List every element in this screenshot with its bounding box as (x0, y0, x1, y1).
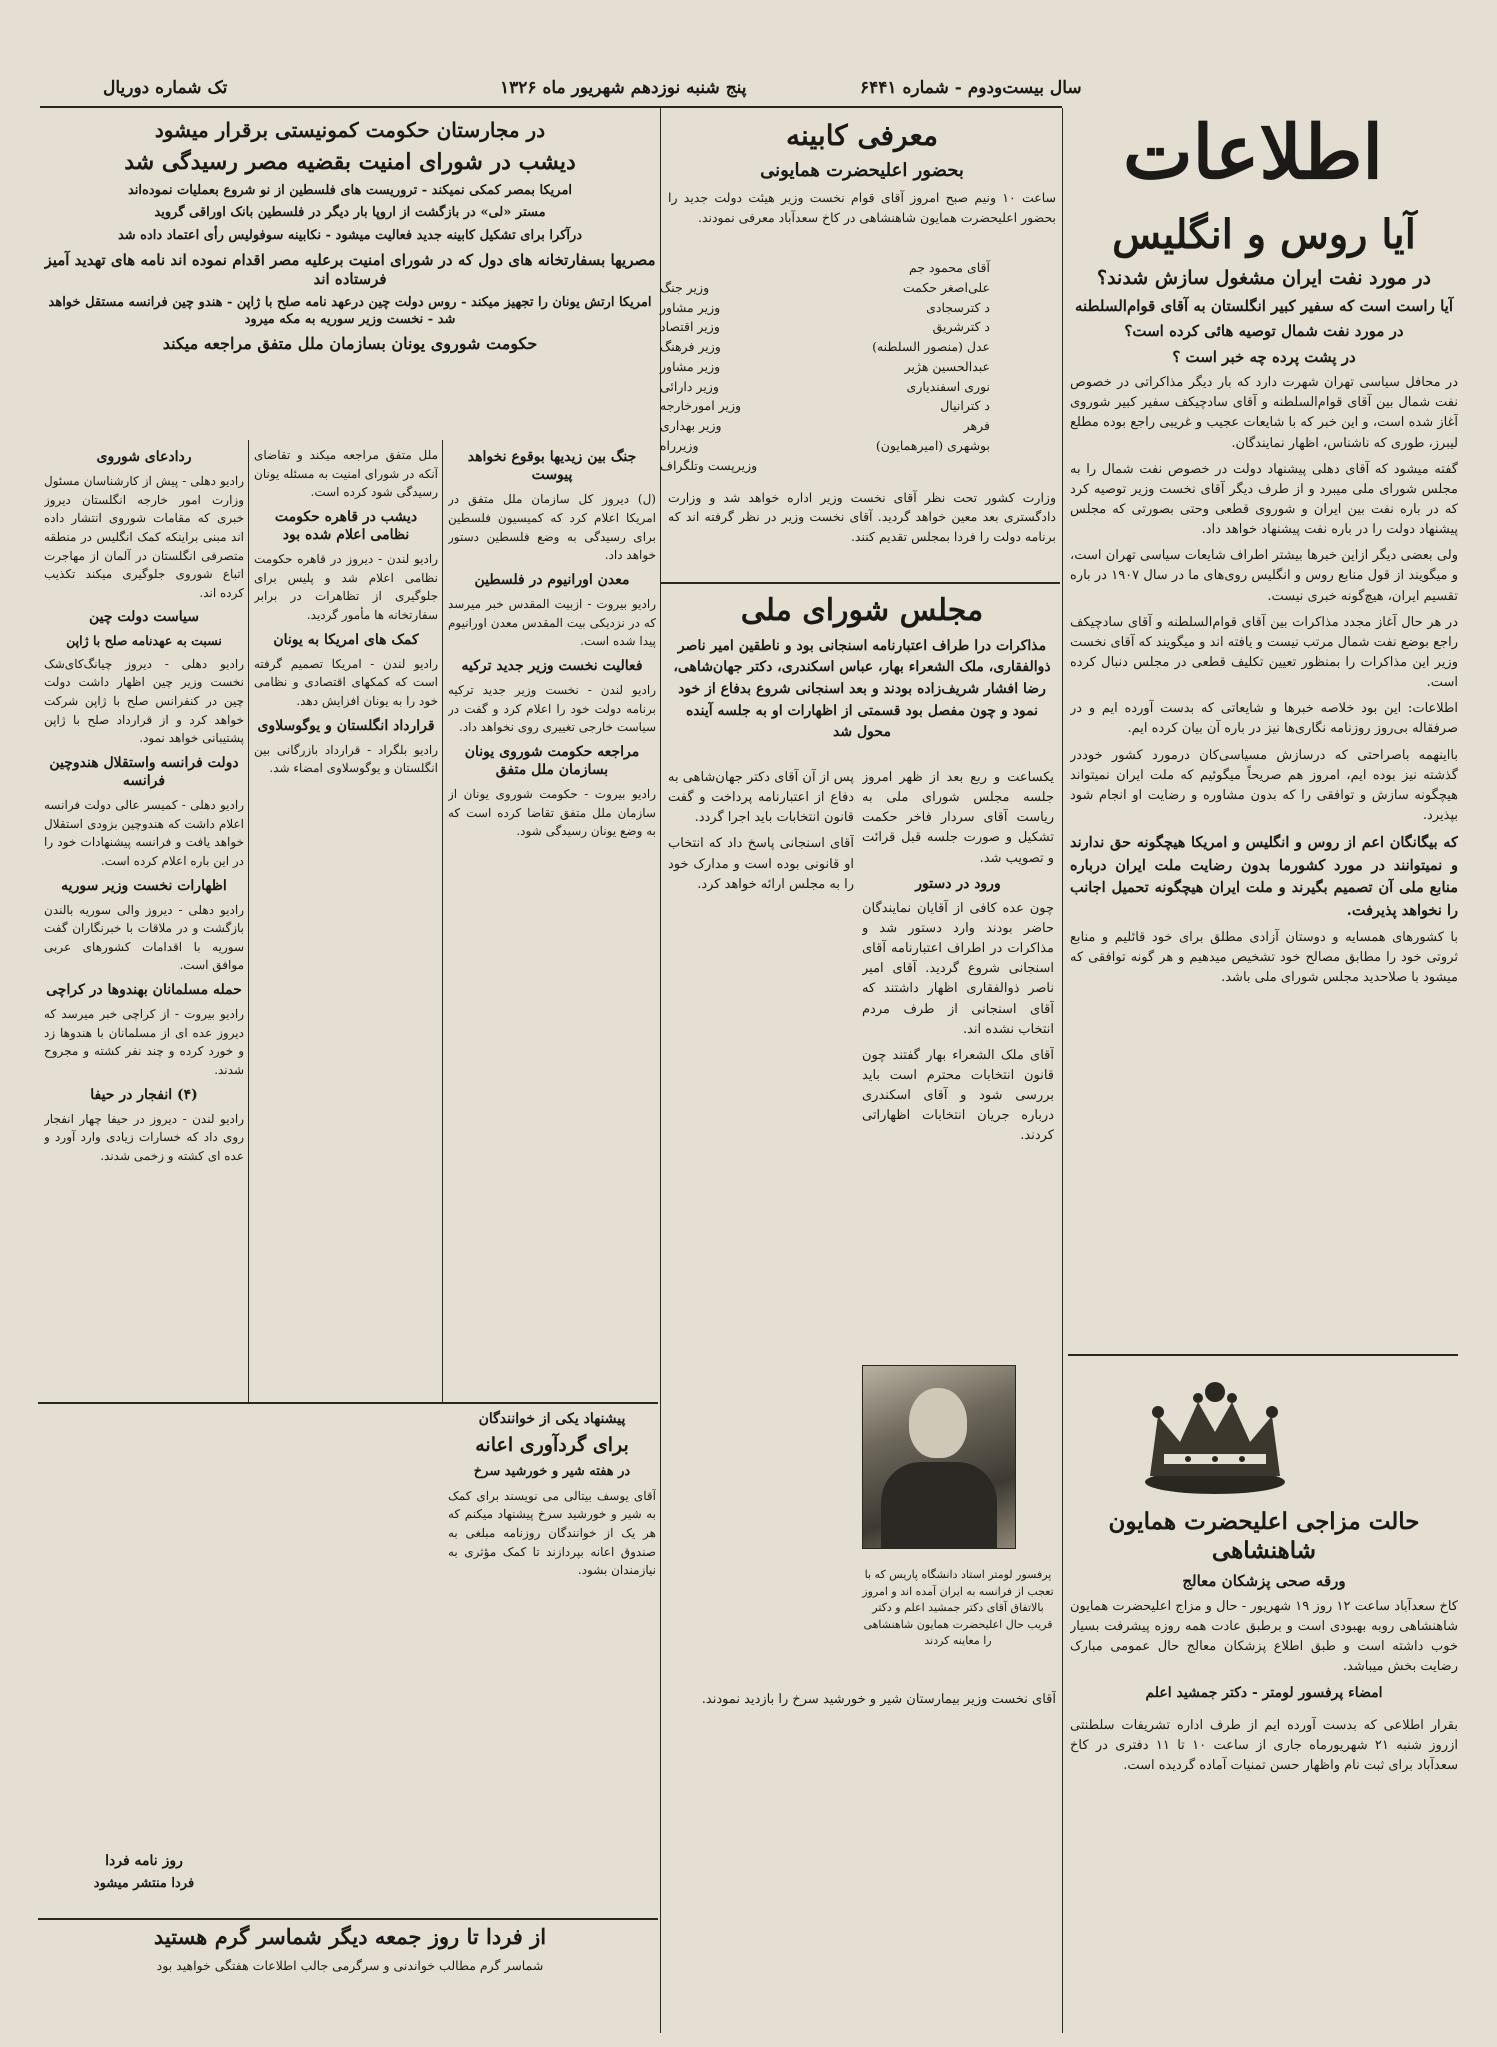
majlis-paragraph: آقای اسنجانی پاسخ داد که انتخاب او قانونی بوده است و مدارک خود را به مجلس ارائه خواهد کرد. (668, 836, 854, 892)
news-paragraph: رادیو بلگراد - قرارداد بازرگانی بین انگلستان و یوگوسلاوی امضاء شد. (254, 742, 438, 776)
banner-body: شماسر گرم مطالب خواندنی و سرگرمی جالب اطلاعات هفتگی خواهید بود (156, 1958, 544, 1974)
majlis-col-right (862, 768, 1054, 1356)
minister-row: عبدالحسین هژیر وزیر مشاور (660, 358, 990, 374)
bottom-banner (44, 1924, 656, 2024)
professor-photo (862, 1365, 1016, 1549)
campaign-subtitle: در هفته شیر و خورشید سرخ (473, 1463, 631, 1479)
charity-campaign (448, 1408, 656, 1912)
news-headline: جنگ بین زیدیها بوقوع نخواهد پیوست (467, 449, 637, 484)
lead-paragraph: در محافل سیاسی تهران شهرت دارد که بار دیگر مذاکراتی در خصوص نفت شمال بین آقای قوام‌السلطنه و آقای سادچیکف سفیر کبیر شوروی آغاز شده است، و این خبر که با شایعات عجیب و غریبی راجع بوده مطلع لیبرز، طوری که ناشناس، اظهار نمایندگان. (1070, 375, 1458, 451)
health-title: حالت مزاجی اعلیحضرت همایون شاهنشاهی (1108, 1508, 1420, 1564)
news-subheadline: نسبت به عهدنامه صلح با ژاپن (66, 632, 222, 648)
majlis-paragraph: پس از آن آقای دکتر جهان‌شاهی به دفاع از اعتبارنامه پرداخت و گفت قانون انتخابات باید اجرا گردد. (668, 770, 854, 826)
news-headline: فعالیت نخست وزیر جدید ترکیه (461, 657, 643, 674)
news-paragraph: رادیو بیروت - ازبیت المقدس خبر میرسد که در نزدیکی بیت المقدس معدن اورانیوم پیدا شده است. (448, 596, 656, 649)
column-rule-2 (1062, 108, 1063, 2033)
lead-paragraph: گفته میشود که آقای دهلی پیشنهاد دولت در خصوص نفت شمال را به مجلس شورای ملی میبرد و از طرف دیگر آقای نخست وزیر توصیه کرد که در باره نفت بین ایران و شوروی قطعی وحتی بصورتی که مجلس پیشنهاد دولت را در باره نفت پیشنهاد خواهد داد. (1070, 461, 1458, 538)
news-column-right (448, 446, 656, 1400)
news-column-left (44, 446, 244, 1400)
majlis-title: مجلس شورای ملی (740, 593, 984, 628)
majlis-continued-text: آقای نخست وزیر بیمارستان شیر و خورشید سرخ را بازدید نمودند. (701, 1692, 1056, 1707)
issue-label: سال بیست‌ودوم - شماره ۶۴۴۱ (860, 78, 1082, 98)
campaign-headline: برای گردآوری اعانه (475, 1434, 629, 1457)
bottom-rule (38, 1402, 658, 1404)
world-deck-2: مستر «لی» در بازگشت از اروپا بار دیگر در فلسطین بانک اوراقی گروید (154, 205, 546, 221)
minister-row: آقای محمود جم (908, 260, 990, 275)
lead-paragraph: با کشورهای همسایه و دوستان آزادی مطلق برای خود قائلیم و منابع ثروتی خود را مطابق مصالح خود تشخیص میدهیم و هر گونه توافقی که میشود با صلاحدید مجلس شورای ملی باشد. (1070, 930, 1458, 986)
health-body: کاخ سعدآباد ساعت ۱۲ روز ۱۹ شهریور - حال و مزاج اعلیحضرت همایون شاهنشاهی روبه بهبودی است و برطبق عادت همه روزه پیشرفت بسیار خوب داشته است و طبق اطلاع پزشکان معالج حال عمومی مبارک رضایت بخش میباشد. (1070, 1599, 1458, 1675)
masthead-logo: اطلاعات (1123, 110, 1383, 196)
news-paragraph: (ل) دیروز کل سازمان ملل متفق در امریکا اعلام کرد که کمیسیون فلسطین برای رسیدگی به وضع فلسطین دستور خواهد داد. (448, 492, 656, 563)
news-paragraph: رادیو دهلی - پیش از کارشناسان مسئول وزارت امور خارجه انگلستان دیروز خبری که مقامات شوروی انتشار داده اند مبنی براینکه کمک انگلیس در منطقه متصرفی انگلستان در آلمان از مهاجرت اتباع شوروی جلوگیری میکند تکذیب کرده اند. (44, 474, 244, 600)
header-rule (40, 106, 1062, 108)
lead-paragraph: اطلاعات: این بود خلاصه خبرها و شایعاتی که بدست آورده ایم و در صرفقاله بی‌روز روزنامه نگاری‌ها نیز در باره آن بیان کرده ایم. (1070, 701, 1458, 737)
world-headline-2: دیشب در شورای امنیت بقضیه مصر رسیدگی شد (124, 149, 576, 175)
health-bulletin (1070, 1508, 1458, 2028)
minister-row: بوشهری (امیرهمایون) وزیرراه (660, 437, 990, 453)
tomorrow-title: روز نامه فردا (105, 1853, 183, 1869)
world-deck-4: امریکا ارتش یونان را تجهیز میکند - روس دولت چین درعهد نامه صلح با ژاپن - هندو چین فرانسه مستقل خواهد شد - نخست وزیر سوریه به مکه میرود (48, 294, 652, 327)
news-headline: دیشب در قاهره حکومت نظامی اعلام شده بود (274, 508, 418, 543)
world-headline-1: در مجارستان حکومت کمونیستی برقرار میشود (154, 118, 546, 142)
news-paragraph: رادیو دهلی - دیروز والی سوریه بالندن بازگشت و در ملاقات با خبرنگاران گفت سوریه با اقدامات کشورهای عربی موافق است. (44, 902, 244, 973)
majlis-paragraph: یکساعت و ربع بعد از ظهر امروز جلسه مجلس شورای ملی به ریاست آقای سردار فاخر حکمت تشکیل و صورت جلسه قبل قرائت و تصویب شد. (862, 770, 1054, 866)
health-subtitle: ورقه صحی پزشکان معالج (1182, 1571, 1346, 1590)
campaign-title: پیشنهاد یکی از خوانندگان (478, 1411, 626, 1427)
news-paragraph: رادیو لندن - نخست وزیر جدید ترکیه برنامه دولت خود را اعلام کرد و گفت در سیاست خارجی تغییری روی نخواهد داد. (448, 682, 656, 735)
cabinet-intro: ساعت ۱۰ ونیم صبح امروز آقای قوام نخست وزیر هیئت دولت جدید را بحضور اعلیحضرت همایون شاهنشاهی در کاخ سعدآباد معرفی نمودند. (668, 190, 1056, 225)
minister-list (660, 258, 990, 475)
world-deck-1: امریکا بمصر کمکی نمیکند - تروریست های فلسطین از نو شروع بعملیات نموده‌اند (127, 182, 573, 198)
minister-row: د کترسجادی وزیر مشاور (660, 299, 990, 315)
lead-deck-2: در مورد نفت شمال توصیه هائی کرده است؟ (1124, 322, 1404, 341)
world-news-header (44, 118, 656, 438)
news-headline: مراجعه حکومت شوروی یونان بسازمان ملل متفق (464, 743, 640, 778)
news-paragraph: رادیو لندن - امریکا تصمیم گرفته است که کمکهای اقتصادی و نظامی خود را به یونان افزایش دهد. (254, 656, 438, 708)
news-paragraph: رادیو دهلی - دیروز چیانگ‌کای‌شک نخست وزیر چین اظهار داشت دولت چین در کنفرانس صلح با ژاپن شرکت خواهد کرد و از قرارداد صلح با ژاپن پشتیبانی خواهد نمود. (44, 656, 244, 746)
footer-rule (38, 1918, 658, 1920)
minister-row: د کترانیال وزیر امورخارجه (660, 398, 990, 414)
majlis-header (668, 592, 1056, 758)
lead-deck-3: در پشت پرده چه خبر است ؟ (1172, 347, 1356, 366)
news-headline: کمک های امریکا به یونان (273, 631, 419, 648)
news-headline: سیاست دولت چین (89, 609, 199, 626)
majlis-paragraph: چون عده کافی از آقایان نمایندگان حاضر بودند وارد دستور شد و مذاکرات در اطراف اعتبارنامه آقای اسنجانی شروع گردید. آقای امیر ناصر ذوالفقاری اظهار داشتند که آقای اسنجانی از طرف مردم انتخاب نشده اند. (862, 900, 1054, 1037)
minister-row: عدل (منصور السلطنه) وزیر فرهنگ (660, 339, 990, 354)
news-headline: قرارداد انگلستان و یوگوسلاوی (257, 717, 435, 734)
lead-paragraph: در هر حال آغاز مجدد مذاکرات بین آقای قوام‌السلطنه و آقای سادچیکف راجع بوضع نفت شمال مرتب نیست و یافته اند و میگویند که آقای نخست وزیر این مذاکرات را بمنظور تعیین تکلیف قطعی در مجلس دنبال کرده است. (1070, 614, 1458, 691)
photo-caption-text: پرفسور لومتر استاد دانشگاه پاریس که با تعجب از فرانسه به ایران آمده اند و امروز بالاتفاق آقای دکتر جمشید اعلم و دکتر قریب حال اعلیحضرت همایون شاهنشاهی را معاینه کردند (862, 1568, 1054, 1647)
majlis-continued (668, 1690, 1056, 2028)
health-rule (1068, 1354, 1458, 1356)
news-paragraph: رادیو بیروت - حکومت شوروی یونان از سازمان ملل متفق تقاضا کرده است که به وضع یونان رسیدگی شود. (448, 787, 656, 839)
news-headline: حمله مسلمانان بهندوها در کراچی (46, 982, 242, 999)
world-deck-3: درآکرا برای تشکیل کابینه جدید فعالیت میشود - نکابینه سوفولیس رأی اعتماد داده شد (117, 228, 583, 244)
lead-article (1070, 210, 1458, 1350)
cabinet-article (668, 118, 1056, 258)
majlis-deck: مذاکرات درا طراف اعتبارنامه اسنجانی بود و ناطقین امیر ناصر ذوالفقاری، ملک الشعراء بهار، عباس اسکندری، دکتر جهان‌شاهی، رضا افشار شریف‌زاده بودند و بعد اسنجانی شروع بدفاع از خود نمود و چون مفصل بود قسمتی از اظهارات او به جلسه آینده محول شد (673, 637, 1051, 741)
news-headline: معدن اورانیوم در فلسطین (474, 571, 630, 588)
news-paragraph: رادیو بیروت - از کراچی خبر میرسد که دیروز عده ای از مسلمانان با هندوها زد و خورد کرده و چند نفر کشته و مجروح شدند. (44, 1007, 244, 1078)
news-paragraph: رادیو لندن - دیروز در حیفا چهار انفجار روی داد که خسارات زیادی وارد آورد و عده ای کشته و زخمی شدند. (44, 1111, 244, 1163)
banner-title: از فردا تا روز جمعه دیگر شماسر گرم هستید (153, 1924, 547, 1949)
date-label: پنج شنبه نوزدهم شهریور ماه ۱۳۲۶ (500, 78, 747, 98)
health-signature: امضاء پرفسور لومتر - دکتر جمشید اعلم (1145, 1684, 1383, 1701)
cabinet-title: معرفی کابینه (786, 119, 938, 152)
news-paragraph: ملل متفق مراجعه میکند و تقاضای آنکه در شورای امنیت به مسئله یونان رسیدگی شود کرده است. (254, 448, 438, 500)
cabinet-outro (668, 488, 1056, 578)
news-headline: ردادعای شوروی (96, 449, 192, 465)
column-rule-3 (248, 440, 249, 1402)
news-headline: اظهارات نخست وزیر سوریه (61, 877, 227, 894)
tomorrow-subtitle: فردا منتشر میشود (93, 1876, 195, 1892)
price-label: تک شماره دوریال (103, 78, 228, 98)
lead-deck-1: آیا راست است که سفیر کبیر انگلستان به آقای قوام‌السلطنه (1075, 296, 1453, 315)
news-column-middle (254, 446, 438, 1400)
lead-paragraph: بااینهمه باصراحتی که درسازش مسیاسی‌کان درمورد کشور خوددر گذشته ‌نیز بوده ایم، امروز هم صریحاً میگوئیم که ملت ایران نمیتواند هیچگونه سازش و توافقی را که بدون مشاوره و رضایت او انجام شود بپذیرد. (1070, 747, 1458, 823)
column-rule-4 (442, 440, 443, 1402)
lead-headline: آیا روس و انگلیس (1112, 211, 1416, 258)
world-headline-3: مصریها بسفارتخانه های دول که در شورای امنیت برعلیه مصر اقدام نموده اند نامه های تهدید آمیز فرستاده اند (44, 251, 656, 288)
news-headline: دولت فرانسه واستقلال هندوچین فرانسه (49, 754, 239, 789)
photo-caption (858, 1556, 1058, 1676)
cabinet-outro-text: وزارت کشور تحت نظر آقای نخست وزیر اداره خواهد شد و وزارت دادگستری بعد معین خواهد گردید. آقای نخست وزیر در نظر گرفته اند که برنامه دولت را فردا بمجلس تقدیم کنند. (668, 490, 1056, 544)
lead-subheadline: در مورد نفت ایران مشغول سازش شدند؟ (1096, 267, 1432, 289)
minister-row: فرهر وزیر بهداری (660, 418, 990, 433)
cabinet-rule (660, 582, 1060, 584)
cabinet-subtitle: بحضور اعلیحضرت همایونی (760, 160, 964, 181)
minister-row: نوری اسفندیاری وزیر دارائی (660, 378, 990, 394)
news-paragraph: رادیو دهلی - کمیسر عالی دولت فرانسه اعلام داشت که هندوچین بزودی استقلال خواهد یافت و فرانسه پیشنهادات خود را در این باره اعلام کرده است. (44, 798, 244, 868)
news-paragraph: رادیو لندن - دیروز در قاهره حکومت نظامی اعلام شد و پلیس برای جلوگیری از تظاهرات در برابر سفارتخانه ها مأمور گردید. (254, 552, 438, 622)
health-footer: بقرار اطلاعی که بدست آورده ایم از طرف اداره تشریفات سلطنتی ازروز شنبه ۲۱ شهریورماه جاری از ساعت ۱۰ تا ۱۱ دفتری در کاخ سعدآباد برای ثبت نام واظهار حسن تمنیات آماده گردیده است. (1070, 1717, 1458, 1774)
minister-row: وزیرپست وتلگراف (660, 457, 758, 473)
news-headline: (۴) انفجار در حیفا (90, 1086, 198, 1103)
minister-row: علی‌اصغر حکمت وزیر جنگ (660, 279, 990, 295)
world-headline-4: حکومت شوروی یونان بسازمان ملل متفق مراجعه میکند (162, 334, 538, 354)
tomorrow-note (44, 1850, 244, 1912)
lead-paragraph: ولی بعضی دیگر ازاین خبرها بیشتر اطراف شایعات سیاسی تهران است، و میگویند از قول منابع روس و انگلیس روی‌های ما در سال ۱۹۰۷ در باره تقسیم ایران، هیچ‌گونه خبری نیست. (1070, 548, 1458, 604)
minister-row: د کترشریق وزیر اقتصاد (660, 319, 990, 335)
campaign-body: آقای یوسف بیتالی می نویسند برای کمک به شیر و خورشید سرخ پیشنهاد میکنم که هر یک از خوانندگان روزنامه مبلغی به صندوق اعانه بپردازند تا کمک مؤثری به نیازمندان بشود. (448, 1488, 656, 1578)
majlis-subhead: ورود در دستور (915, 875, 1001, 892)
royal-crown-icon (1128, 1372, 1302, 1500)
majlis-paragraph: آقای ملک الشعراء بهار گفتند چون قانون انتخابات محترم است باید بررسی شود و آقای اسکندری درباره جریان انتخابات اظهاراتی کردند. (862, 1047, 1054, 1144)
lead-emphasis: که بیگانگان اعم از روس و انگلیس و امریکا هیچگونه حق ندارند و نمیتوانند در مورد کشورما بدون رضایت ملت ایران درباره منابع ملی آن تصمیم بگیرند و ملت ایران هیچگونه تحمیل اجانب را نخواهد پذیرفت. (1070, 834, 1458, 919)
